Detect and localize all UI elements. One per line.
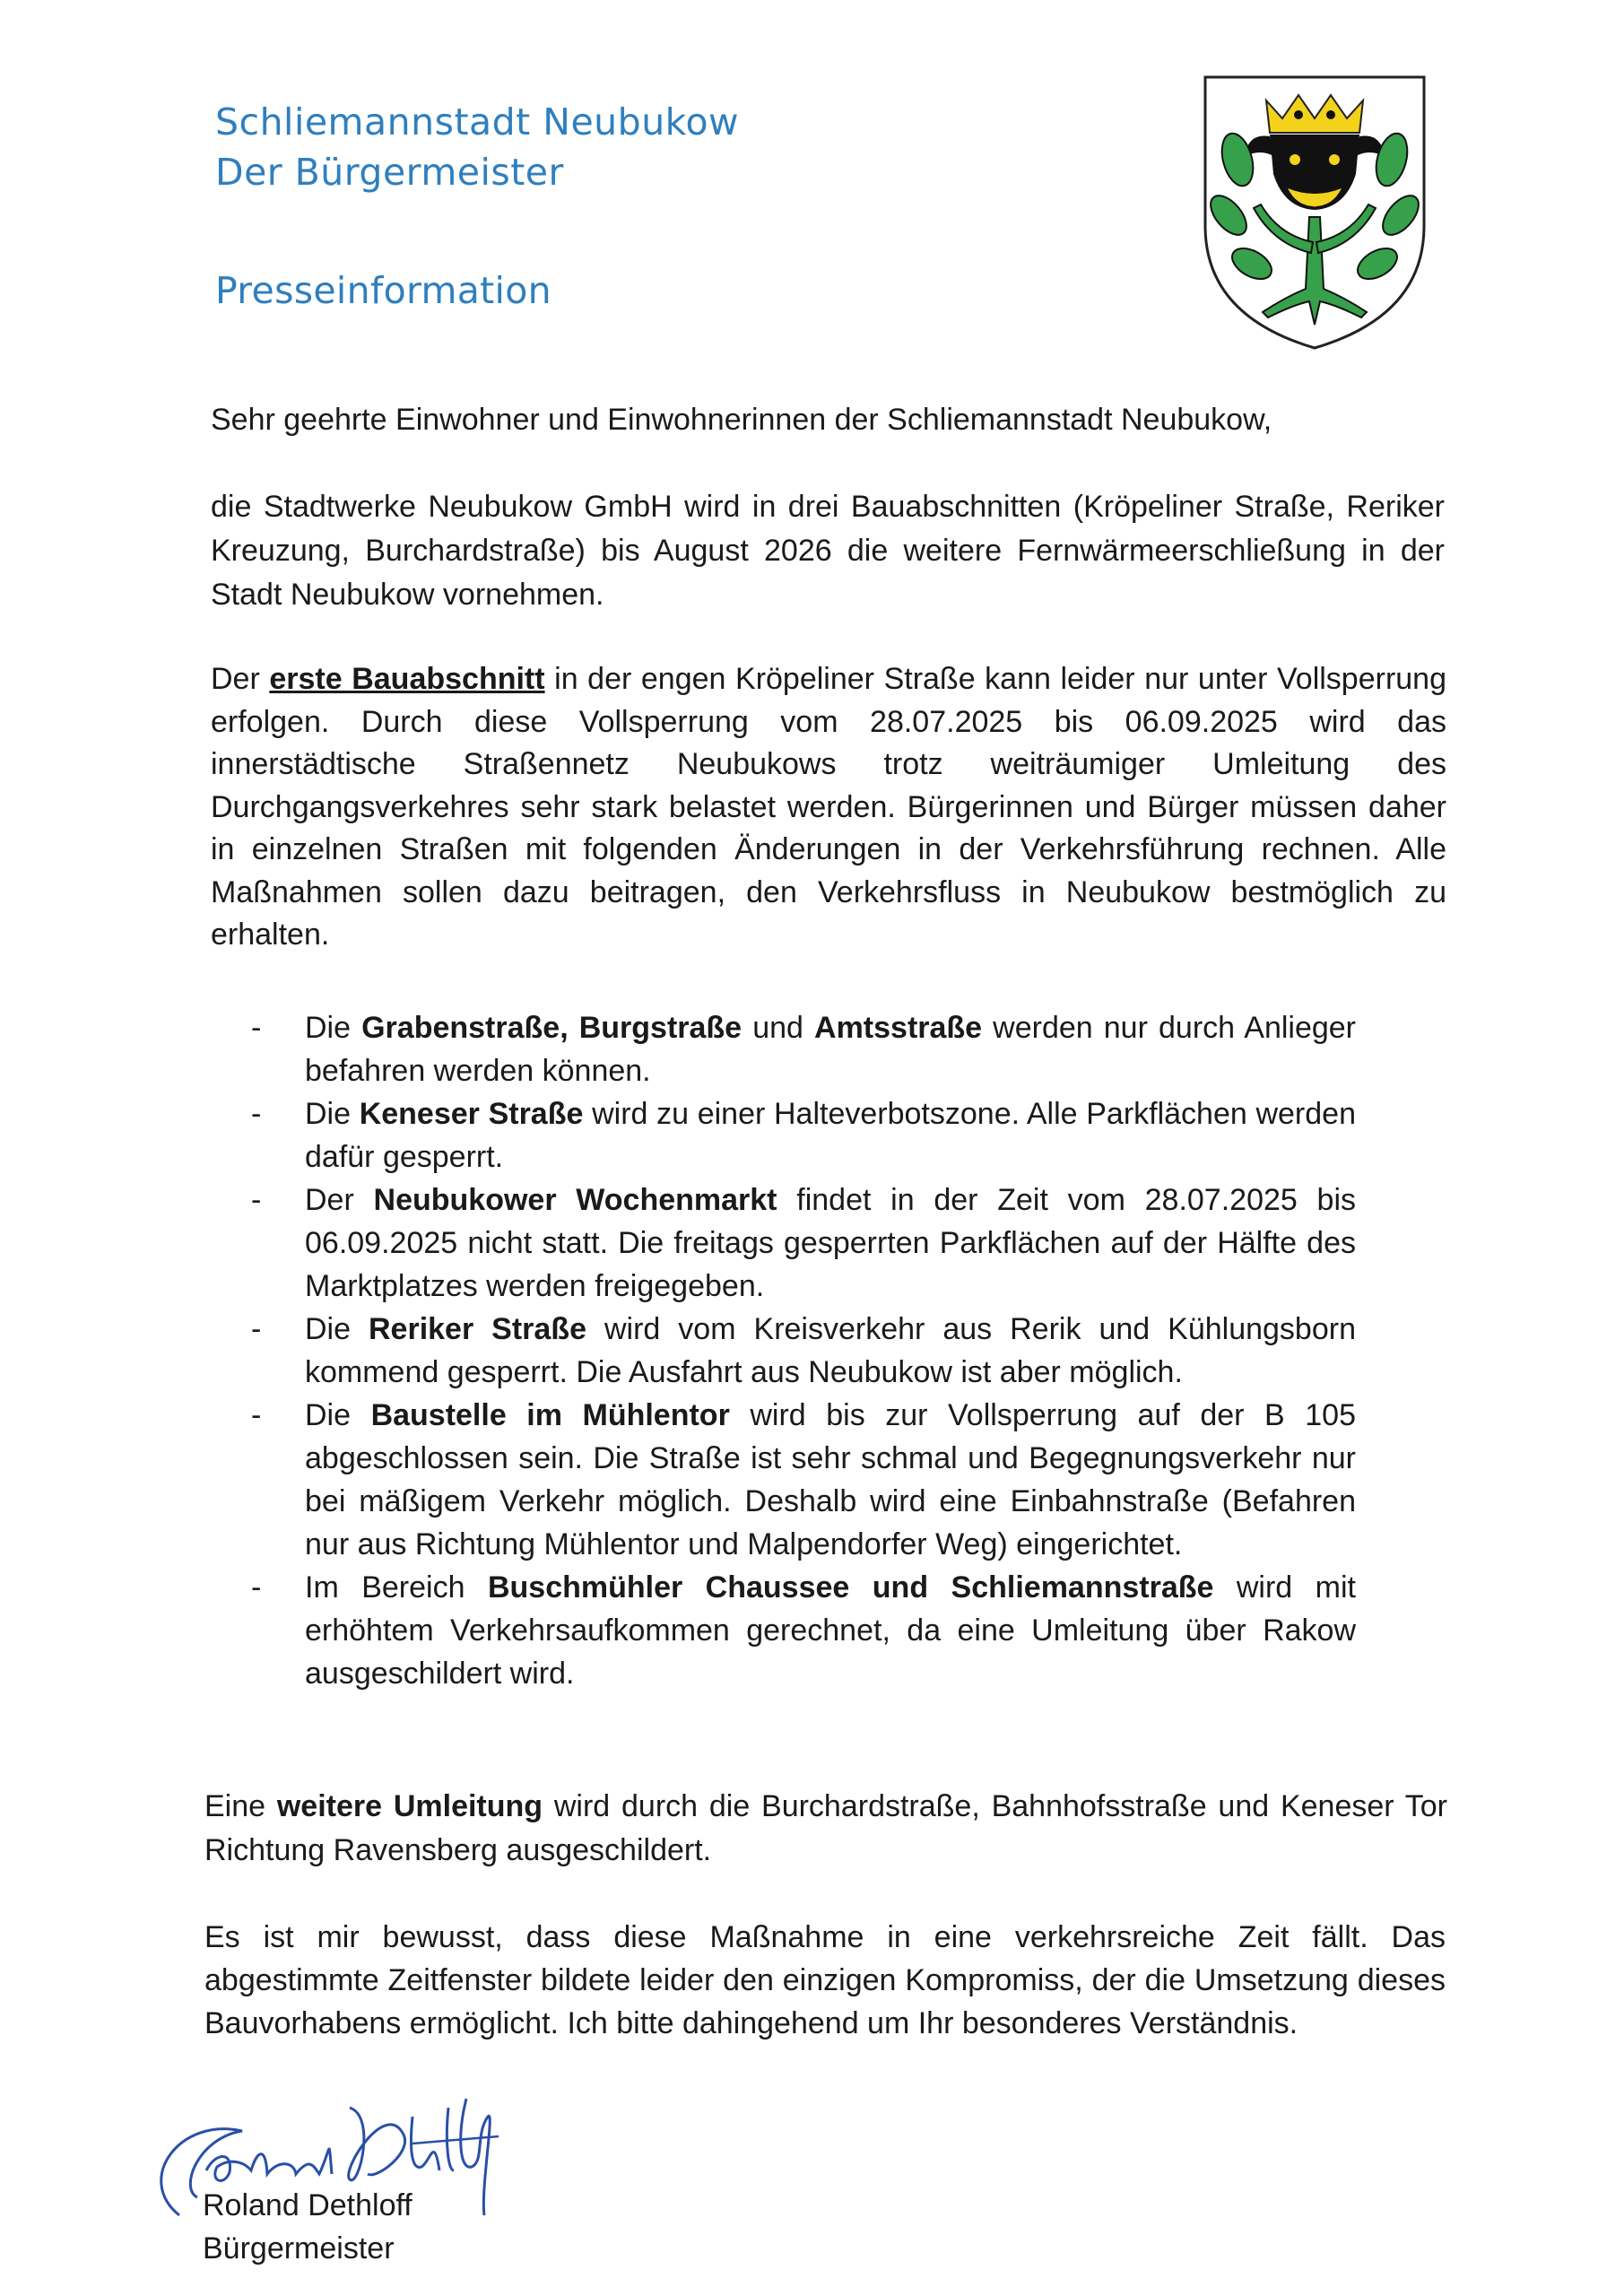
text-segment: wird bis zur Vollsperrung auf der B 105 abgeschlossen sein. Die Straße ist sehr schmal und Begegnungsverkehr nur bei mäßigem Verkehr möglich. Deshalb wird eine Einbahnstraße (Befahren nur aus Richtung Mühlentor und Malpendorfer Weg) eingerichtet. [305, 1398, 1356, 1561]
list-item [251, 1092, 1356, 1178]
list-dash: - [251, 1312, 262, 1346]
text-segment: Die [305, 1312, 369, 1346]
text-segment: Die [305, 1011, 362, 1045]
text-segment: wird vom Kreisverkehr aus Rerik und Kühlungsborn kommend gesperrt. Die Ausfahrt aus Neubukow ist aber möglich. [305, 1312, 1356, 1389]
traffic-changes-list [251, 1006, 1356, 1695]
bold-segment: Amtsstraße [814, 1011, 983, 1045]
text-segment: Im Bereich [305, 1570, 488, 1605]
signatory-name: Roland Dethloff [203, 2188, 413, 2222]
bold-segment: Keneser Straße [359, 1097, 584, 1131]
text-segment: wird mit erhöhtem Verkehrsaufkommen gerechnet, da eine Umleitung über Rakow ausgeschildert wird. [305, 1570, 1356, 1691]
bold-segment: Reriker Straße [369, 1312, 586, 1346]
signatory-role: Bürgermeister [203, 2231, 395, 2266]
bold-segment: Buschmühler Chaussee und Schliemannstraße [487, 1570, 1214, 1605]
greeting [211, 398, 1448, 442]
list-dash: - [251, 1570, 262, 1605]
list-dash: - [251, 1398, 262, 1432]
text-segment: und [742, 1011, 815, 1045]
paragraph-first-section-text [211, 658, 1446, 957]
paragraph-intro-text: die Stadtwerke Neubukow GmbH wird in drei Bauabschnitten (Kröpeliner Straße, Reriker Kreuzung, Burchardstraße) bis August 2026 die weitere Fernwärmeerschließung in der Stadt Neubukow vornehmen. [211, 490, 1445, 612]
text-segment: wird durch die Burchardstraße, Bahnhofsstraße und Keneser Tor Richtung Ravensberg ausgeschildert. [204, 1789, 1447, 1867]
list-item [251, 1308, 1356, 1394]
list-item [251, 1178, 1356, 1308]
paragraph-closing-text: Es ist mir bewusst, dass diese Maßnahme in eine verkehrsreiche Zeit fällt. Das abgestimmte Zeitfenster bildete leider den einzigen Kompromiss, der die Umsetzung dieses Bauvorhabens ermöglicht. Ich bitte dahingehend um Ihr besonderes Verständnis. [204, 1920, 1446, 2040]
greeting-text: Sehr geehrte Einwohner und Einwohnerinnen der Schliemannstadt Neubukow, [211, 403, 1272, 437]
list-item [251, 1006, 1356, 1092]
text-segment: Die [305, 1398, 371, 1432]
list-dash: - [251, 1183, 262, 1217]
list-item [251, 1566, 1356, 1695]
town-name: Schliemannstadt Neubukow [215, 100, 740, 144]
document-title: Presseinformation [215, 269, 551, 312]
text-segment: wird zu einer Halteverbotszone. Alle Parkflächen werden dafür gesperrt. [305, 1097, 1356, 1174]
paragraph-closing [204, 1916, 1446, 2045]
letterhead [215, 97, 740, 312]
bold-segment: Baustelle im Mühlentor [370, 1398, 730, 1432]
coat-of-arms-icon [1202, 74, 1428, 352]
text-segment: Die [305, 1097, 360, 1131]
paragraph-detour [204, 1785, 1447, 1873]
list-dash: - [251, 1011, 262, 1045]
emphasis-first-section: erste Bauabschnitt [269, 662, 545, 696]
paragraph-intro [211, 485, 1445, 617]
text-segment: in der engen Kröpeliner Straße kann leider nur unter Vollsperrung erfolgen. Durch diese Vollsperrung vom 28.07.2025 bis 06.09.2025 wird das innerstädtische Straßennetz Neubukows trotz weiträumiger Umleitung des Durchgangsverkehres sehr stark belastet werden. Bürgerinnen und Bürger müssen daher in einzelnen Straßen mit folgenden Änderungen in der Verkehrsführung rechnen. Alle Maßnahmen sollen dazu beitragen, den Verkehrsfluss in Neubukow bestmöglich zu erhalten. [211, 662, 1446, 952]
text-segment: werden nur durch Anlieger befahren werden können. [305, 1011, 1357, 1088]
paragraph-first-section [211, 658, 1446, 957]
text-segment: Der [305, 1183, 374, 1217]
office-title: Der Bürgermeister [215, 151, 564, 194]
list-dash: - [251, 1097, 262, 1131]
list-item [251, 1394, 1356, 1566]
text-segment: findet in der Zeit vom 28.07.2025 bis 06.09.2025 nicht statt. Die freitags gesperrten Parkflächen auf der Hälfte des Marktplatzes werden freigegeben. [305, 1183, 1356, 1303]
bold-segment: Neubukower Wochenmarkt [373, 1183, 777, 1217]
bold-segment: Grabenstraße, Burgstraße [361, 1011, 743, 1045]
bold-segment: weitere Umleitung [276, 1789, 543, 1823]
paragraph-detour-text [204, 1785, 1447, 1873]
text-segment: Eine [204, 1789, 277, 1823]
text-segment: Der [211, 662, 270, 696]
